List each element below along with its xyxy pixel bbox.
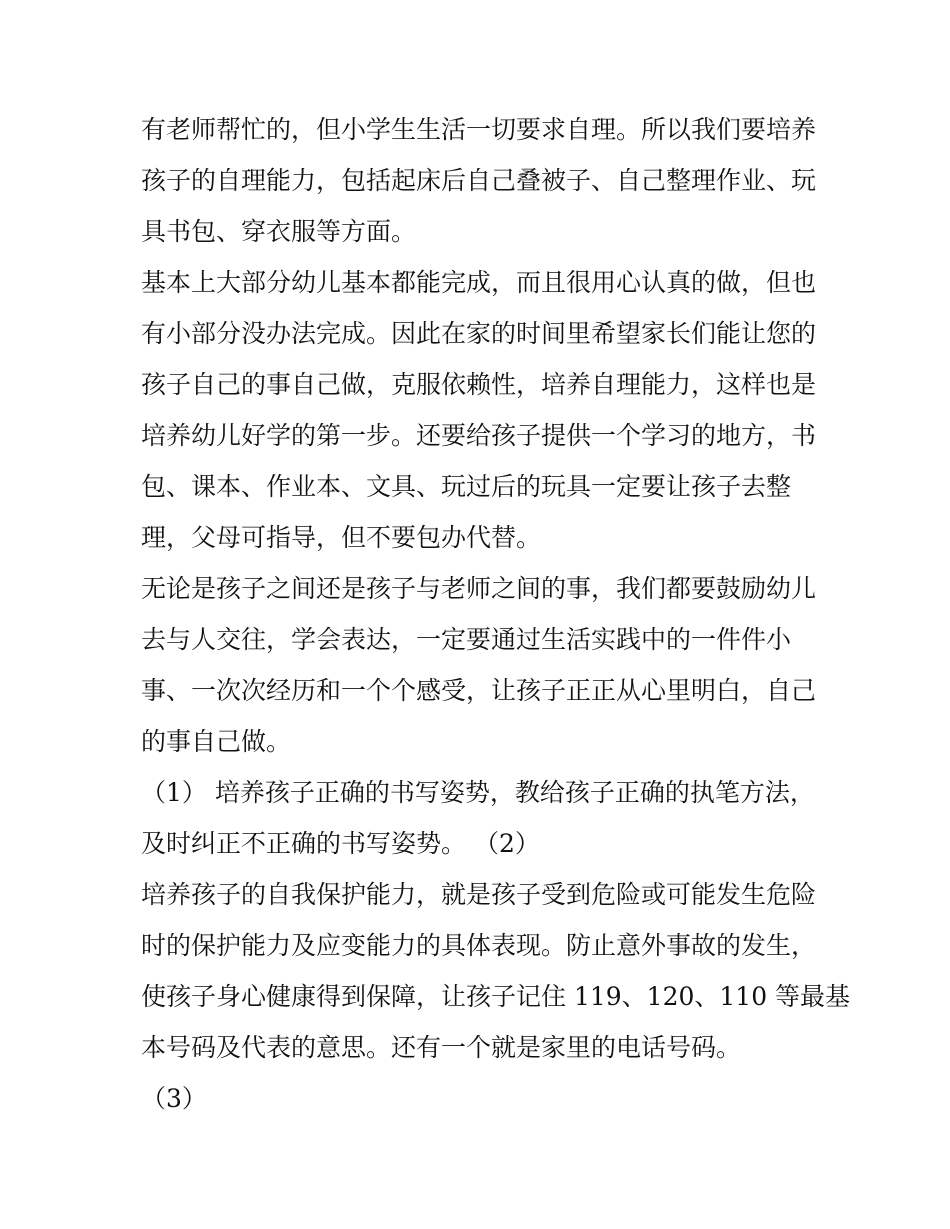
text-line: 去与人交往，学会表达，一定要通过生活实践中的一件件小	[141, 625, 792, 654]
text-line: 使孩子身心健康得到保障，让孩子记住 119、120、110 等最基	[141, 982, 851, 1011]
text-line: 有老师帮忙的，但小学生生活一切要求自理。所以我们要培养	[141, 115, 817, 144]
text-line: 孩子自己的事自己做，克服依赖性，培养自理能力，这样也是	[141, 370, 817, 399]
text-line: 培养孩子的自我保护能力，就是孩子受到危险或可能发生危险	[141, 880, 817, 909]
text-line: 具书包、穿衣服等方面。	[141, 217, 417, 246]
text-line: 及时纠正不正确的书写姿势。 （2）	[141, 829, 540, 858]
text-line: 本号码及代表的意思。还有一个就是家里的电话号码。	[141, 1033, 742, 1062]
text-line: 无论是孩子之间还是孩子与老师之间的事，我们都要鼓励幼儿	[141, 574, 817, 603]
text-line: 包、课本、作业本、文具、玩过后的玩具一定要让孩子去整	[141, 472, 792, 501]
text-line: 培养幼儿好学的第一步。还要给孩子提供一个学习的地方，书	[141, 421, 817, 450]
text-line: 理，父母可指导，但不要包办代替。	[141, 523, 542, 552]
text-line: 时的保护能力及应变能力的具体表现。防止意外事故的发生，	[141, 931, 817, 960]
text-line: （3）	[141, 1084, 207, 1113]
body-text	[141, 104, 851, 1124]
text-line: 事、一次次经历和一个个感受，让孩子正正从心里明白，自己	[141, 676, 817, 705]
text-line: 的事自己做。	[141, 727, 292, 756]
text-line: 有小部分没办法完成。因此在家的时间里希望家长们能让您的	[141, 319, 817, 348]
text-line: 孩子的自理能力，包括起床后自己叠被子、自己整理作业、玩	[141, 166, 817, 195]
text-line: （1） 培养孩子正确的书写姿势，教给孩子正确的执笔方法，	[141, 778, 815, 807]
text-line: 基本上大部分幼儿基本都能完成，而且很用心认真的做，但也	[141, 268, 817, 297]
